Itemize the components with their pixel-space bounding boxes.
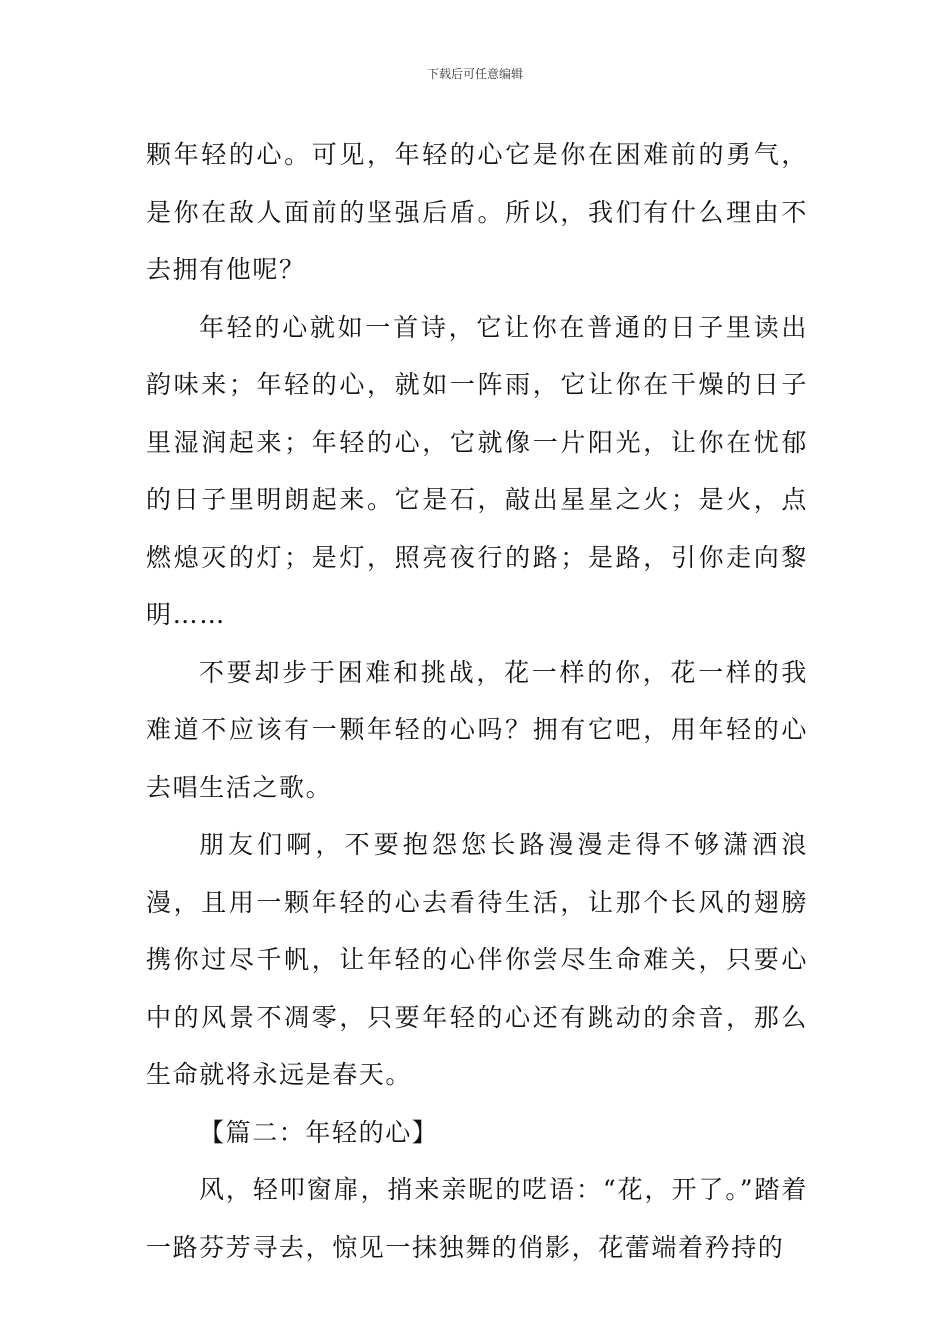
paragraph-4: 朋友们啊，不要抱怨您长路漫漫走得不够潇洒浪漫，且用一颗年轻的心去看待生活，让那个长风的翅膀携你过尽千帆，让年轻的心伴你尝尽生命难关，只要心中的风景不凋零，只要年轻的心还有跳动的余音，那么生命就将永远是春天。 (146, 830, 808, 1089)
paragraph-3: 不要却步于困难和挑战，花一样的你，花一样的我难道不应该有一颗年轻的心吗？拥有它吧，用年轻的心去唱生活之歌。 (146, 657, 808, 802)
paragraph-1: 颗年轻的心。可见，年轻的心它是你在困难前的勇气，是你在敌人面前的坚强后盾。所以，我们有什么理由不去拥有他呢？ (146, 140, 808, 284)
section-heading: 【篇二：年轻的心】 (199, 1117, 439, 1147)
paragraph-2: 年轻的心就如一首诗，它让你在普通的日子里读出韵味来；年轻的心，就如一阵雨，它让你在干燥的日子里湿润起来；年轻的心，它就像一片阳光，让你在忧郁的日子里明朗起来。它是石，敲出星星之火；是火，点燃熄灭的灯；是灯，照亮夜行的路；是路，引你走向黎明…… (146, 312, 808, 629)
paragraph-5: 风，轻叩窗扉，捎来亲昵的呓语：“花，开了。”踏着一路芬芳寻去，惊见一抹独舞的俏影，花蕾端着矜持的 (146, 1175, 808, 1262)
document-body (146, 126, 808, 1276)
page-header: 下载后可任意编辑 (426, 67, 523, 81)
